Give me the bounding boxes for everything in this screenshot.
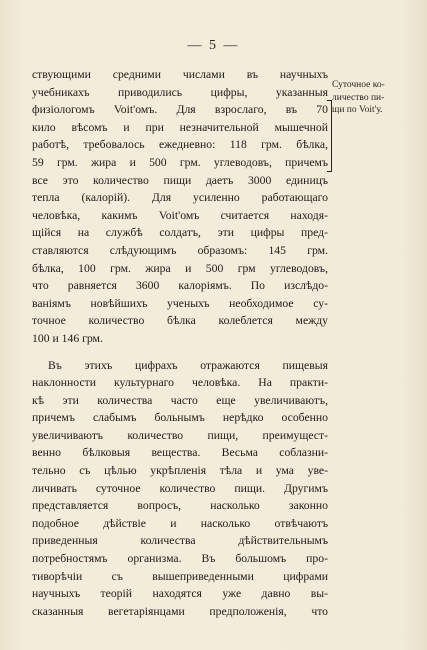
text-line: точное количество бѣлка колеблется между [32,314,328,328]
paragraph-1 [32,66,328,348]
text-line: Въ этихъ цифрахъ отражаются пищевыя [48,358,328,372]
margin-note [332,79,422,117]
text-line: тиворѣчiи съ вышеприведенными цифрами [32,569,328,583]
text-line: человѣка, какимъ Voit'омъ считается находя- [32,208,328,222]
text-line: ванiямъ новѣйшихъ ученыхъ необходимое су- [32,296,328,310]
page-number: — 5 — [187,38,240,53]
text-line: работѣ, требовалось ежедневно: 118 грм. бѣлка, [32,138,328,152]
margin-note-line: личество пи- [332,92,385,103]
text-line: все это количество пищи даетъ 3000 единицъ [32,173,328,187]
paragraph-2 [32,357,328,621]
text-line: венно бѣлковыя вещества. Весьма соблазни- [32,446,328,460]
text-line: подобное дѣйствiе и насколько отвѣчаютъ [32,516,328,530]
text-line: тепла (калорiй). Для усиленно работающаго [32,191,328,205]
text-line: увеличиваютъ количество пищи, преимущест- [32,428,328,442]
text-line: потребностямъ организма. Въ большомъ про- [32,552,328,566]
margin-note-line: щи по Voit'у. [332,105,383,115]
text-line: бѣлка, 100 грм. жира и 500 грм углеводовъ, [32,261,328,275]
text-line: 59 грм. жира и 500 грм. углеводовъ, причемъ [32,155,328,169]
text-line: личивать суточное количество пищи. Другимъ [32,481,328,495]
text-line: кѣ эти количества часто еще увеличиваютъ, [32,393,328,407]
text-line: щiйся на службѣ солдатъ, эти цифры пред- [32,226,328,240]
text-line: причемъ слабымъ больнымъ нерѣдко особенно [32,411,328,425]
body-text [32,66,328,620]
margin-note-line: Суточное ко- [332,80,385,90]
text-line: сказанныя вегетарiянцами предположенiя, что [32,604,328,618]
text-line: наклонности культурнаго человѣка. На практи- [32,376,328,390]
text-line: 100 и 146 грм. [32,331,103,345]
text-line: тельно съ цѣлью укрѣпленiя тѣла и ума уве- [32,464,328,478]
text-line: приведенныя количества дѣйствительнымъ [32,534,328,548]
text-line: ставляются слѣдующимъ образомъ: 145 грм. [32,243,328,257]
text-line: физiологомъ Voit'омъ. Для взрослаго, въ 70 [32,103,328,117]
text-line: представляется вопросъ, насколько законно [32,499,328,513]
text-line: научныхъ теорiй находятся уже давно вы- [32,587,328,601]
text-line: ствующими средними числами въ научныхъ [32,68,328,81]
text-line: кило вѣсомъ и при незначительной мышечной [32,120,328,134]
text-line: учебникахъ приводились цифры, указанныя [32,85,328,99]
text-line: что равняется 3600 калорiямъ. По изслѣдо- [32,279,328,293]
paragraph-gap [32,348,328,357]
